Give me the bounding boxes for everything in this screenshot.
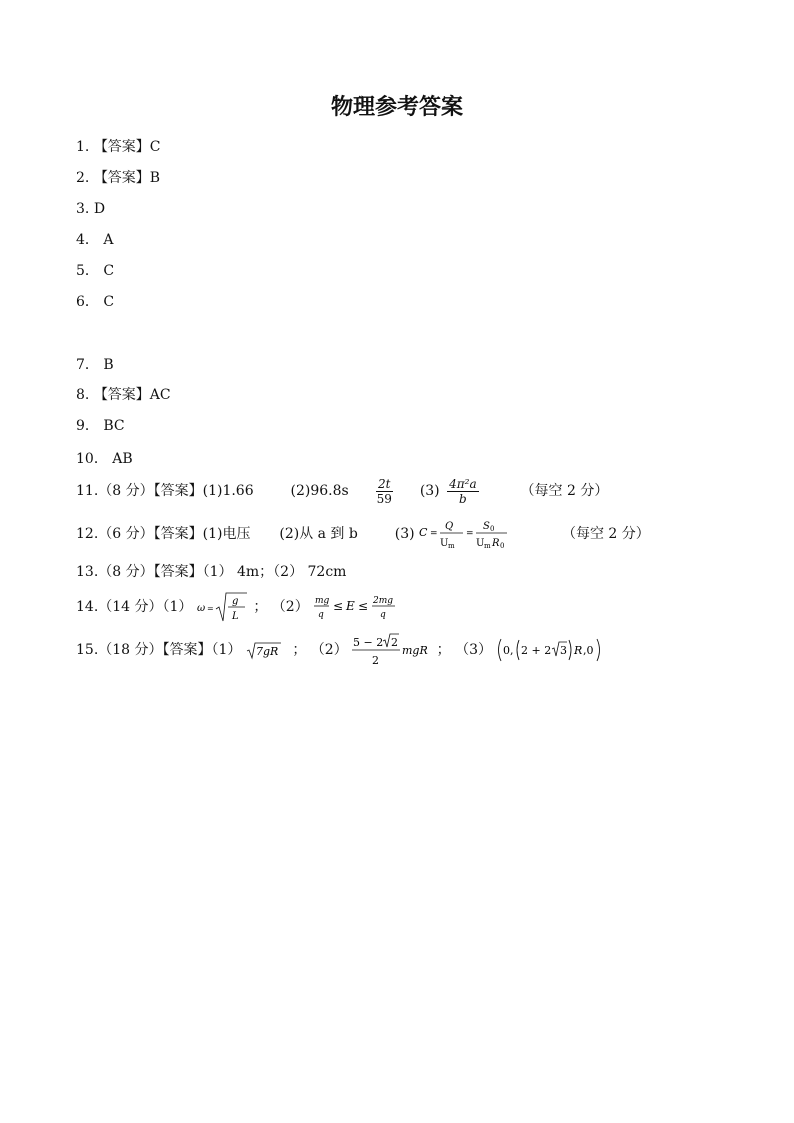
svg-text:≤: ≤ xyxy=(358,599,369,613)
svg-text:q: q xyxy=(318,610,324,620)
answer-11-note: （每空 2 分） xyxy=(520,483,609,499)
answer-12 xyxy=(76,518,650,550)
answer-15-prefix: 15.（18 分）【答案】（1） xyxy=(76,642,242,658)
capacitance-formula-svg xyxy=(419,518,515,550)
answer-14-prefix: 14.（14 分）（1） xyxy=(76,599,193,615)
answer-14-part2: （2） xyxy=(271,599,309,615)
svg-text:U: U xyxy=(476,538,485,549)
answer-11-part3: (3) xyxy=(419,483,440,499)
svg-text:E: E xyxy=(346,599,355,613)
fraction-2t-59 xyxy=(375,477,394,506)
svg-text:2mg: 2mg xyxy=(373,596,394,606)
svg-text:L: L xyxy=(231,611,239,622)
answer-text: C xyxy=(103,263,115,279)
velocity-formula xyxy=(246,642,292,658)
answer-15: 15.（18 分）【答案】（1） 7gR ； （2） 5 − 2 2 2 mgR ； （3） 0, 2 + 2 3 R ,0 xyxy=(76,632,606,668)
svg-text:5 − 2: 5 − 2 xyxy=(353,636,384,649)
answer-text: AB xyxy=(112,451,133,467)
answer-11-part2: (2)96.8s xyxy=(290,483,349,499)
answer-2 xyxy=(76,169,160,187)
answer-number: 2. xyxy=(76,170,90,186)
energy-formula-svg xyxy=(352,632,432,668)
svg-text:≤: ≤ xyxy=(333,599,344,613)
answer-12-part3: (3) xyxy=(394,526,415,542)
svg-text:C: C xyxy=(419,526,428,539)
answer-12-note: （每空 2 分） xyxy=(561,526,650,542)
answer-4 xyxy=(76,231,114,249)
answer-8 xyxy=(76,386,171,404)
svg-text:ω: ω xyxy=(196,603,206,614)
svg-text:=: = xyxy=(466,529,474,539)
answer-number: 1. xyxy=(76,139,90,155)
svg-text:g: g xyxy=(231,596,239,607)
answer-12-prefix: 12.（6 分）【答案】(1)电压 xyxy=(76,526,251,542)
answer-number: 5． xyxy=(76,263,99,279)
answer-text: B xyxy=(103,357,114,373)
fraction-numerator: 4π²a xyxy=(449,476,477,491)
answer-11 xyxy=(76,476,608,506)
answer-text: 【答案】AC xyxy=(93,387,171,403)
svg-text:0,: 0, xyxy=(503,644,514,657)
answer-number: 3. xyxy=(76,201,90,217)
svg-text:m: m xyxy=(448,542,455,550)
svg-text:q: q xyxy=(380,610,386,620)
svg-text:,0: ,0 xyxy=(583,644,594,657)
answer-number: 7． xyxy=(76,357,99,373)
answer-text: A xyxy=(103,232,114,248)
answer-10 xyxy=(76,450,133,468)
answer-13-text: 13.（8 分）【答案】（1） 4m；（2） 72cm xyxy=(76,564,347,580)
svg-text:0: 0 xyxy=(500,542,505,550)
svg-text:Q: Q xyxy=(445,521,454,532)
answer-5 xyxy=(76,262,114,280)
omega-formula xyxy=(196,596,253,622)
answer-9 xyxy=(76,417,125,435)
answer-number: 9． xyxy=(76,418,99,434)
answer-7 xyxy=(76,356,114,374)
answer-6 xyxy=(76,293,114,311)
answer-12-part2: (2)从 a 到 b xyxy=(279,526,358,542)
svg-text:3: 3 xyxy=(560,644,568,657)
svg-text:mgR: mgR xyxy=(402,644,428,657)
answer-3 xyxy=(76,200,105,218)
omega-formula-svg xyxy=(197,590,249,624)
field-range-formula-svg xyxy=(313,590,405,624)
answer-number: 4． xyxy=(76,232,99,248)
svg-text:m: m xyxy=(484,542,491,550)
page-title: 物理参考答案 xyxy=(330,95,463,120)
svg-text:S: S xyxy=(483,521,490,532)
capacitance-formula xyxy=(419,521,519,550)
velocity-formula-svg xyxy=(246,640,288,660)
svg-text:R: R xyxy=(492,538,500,549)
svg-text:0: 0 xyxy=(490,525,495,533)
svg-text:R: R xyxy=(574,644,583,657)
svg-text:2: 2 xyxy=(372,654,380,667)
field-range-formula xyxy=(313,596,405,620)
answer-number: 6． xyxy=(76,294,99,310)
answer-13 xyxy=(76,563,346,581)
answer-text: 【答案】C xyxy=(93,139,161,155)
answer-15-part2: （2） xyxy=(310,642,348,658)
svg-text:=: = xyxy=(430,529,438,539)
fraction-denominator: 59 xyxy=(376,491,392,506)
answer-number: 8. xyxy=(76,387,90,403)
fraction-numerator: 2t xyxy=(378,476,391,491)
svg-text:7gR: 7gR xyxy=(255,645,279,658)
answer-number: 10． xyxy=(76,451,108,467)
svg-text:2: 2 xyxy=(391,636,399,649)
answer-text: D xyxy=(93,201,106,217)
answer-1 xyxy=(76,138,161,156)
energy-formula xyxy=(352,636,436,667)
answer-14: 14.（14 分）（1） ω = g L ； （2） mg q ≤ E ≤ 2mg q xyxy=(76,590,405,624)
coordinate-formula-svg xyxy=(496,636,606,664)
answer-15-part3: （3） xyxy=(455,642,492,658)
svg-text:U: U xyxy=(440,538,449,549)
answer-11-prefix: 11.（8 分）【答案】(1)1.66 xyxy=(76,483,254,499)
svg-text:=: = xyxy=(206,604,214,613)
coordinate-formula xyxy=(496,642,606,658)
svg-text:2 + 2: 2 + 2 xyxy=(521,644,552,657)
answer-text: BC xyxy=(103,418,125,434)
fraction-denominator: b xyxy=(459,491,467,506)
answer-text: 【答案】B xyxy=(93,170,161,186)
svg-text:mg: mg xyxy=(315,596,330,606)
answer-text: C xyxy=(103,294,115,310)
fraction-4pi2a-b xyxy=(447,477,479,506)
